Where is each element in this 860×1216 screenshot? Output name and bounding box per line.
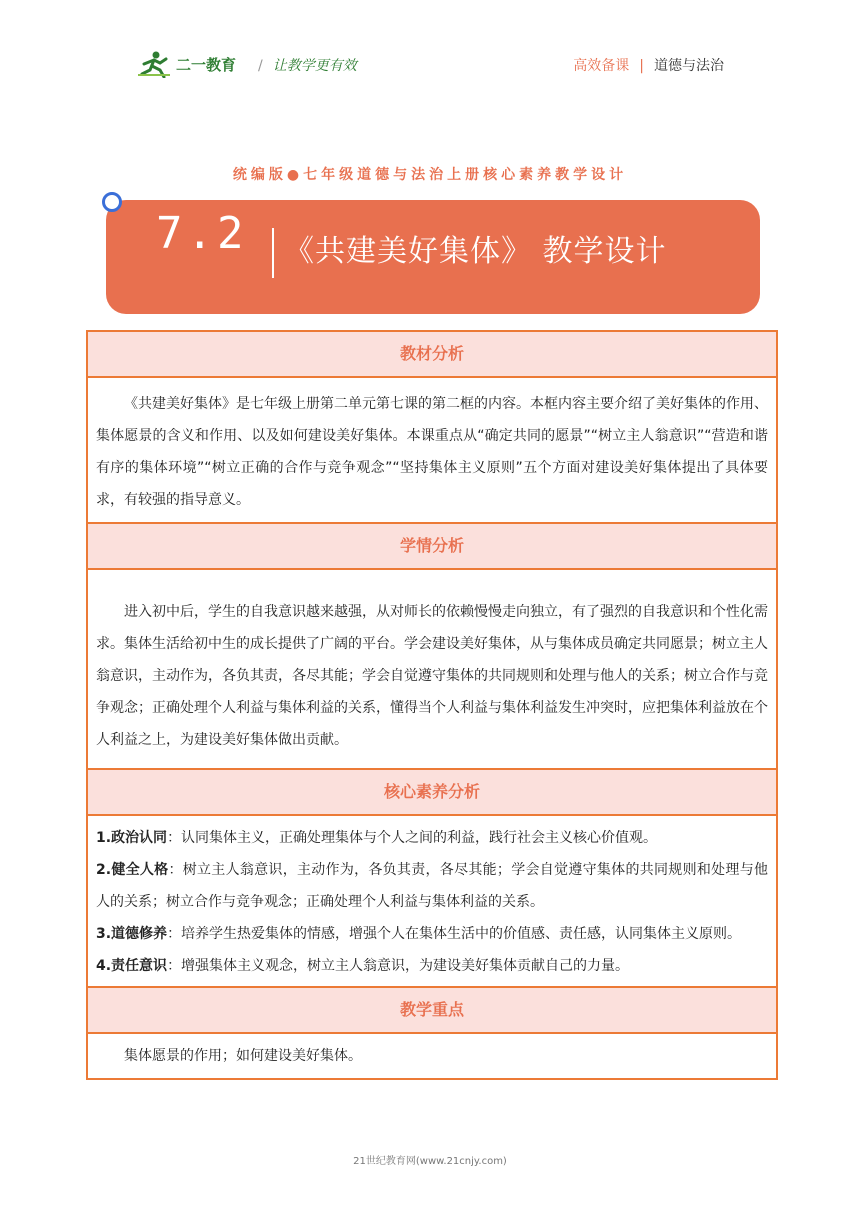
series-line: 统编版●七年级道德与法治上册核心素养教学设计 — [232, 167, 628, 183]
core-item-label: 4.责任意识 — [96, 958, 168, 974]
core-item-label: 2.健全人格 — [96, 862, 169, 878]
runner-logo-icon — [136, 50, 172, 78]
header-right — [573, 55, 724, 75]
section-heading-textbook: 教材分析 — [88, 332, 776, 378]
lesson-title: 《共建美好集体》 教学设计 — [284, 234, 667, 269]
core-item-label: 3.道德修养 — [96, 926, 168, 942]
section-body-key — [88, 1034, 776, 1078]
core-item-text: ：树立主人翁意识，主动作为，各负其责，各尽其能；学会自觉遵守集体的共同规则和处理与他人的关系；树立合作与竞争观念；正确处理个人利益与集体利益的关系。 — [96, 862, 768, 910]
section-heading-core: 核心素养分析 — [88, 770, 776, 816]
header-subject: 道德与法治 — [654, 58, 724, 74]
logo-text: 二一教育 — [176, 55, 237, 74]
section-heading-key: 教学重点 — [88, 988, 776, 1034]
section-body-textbook — [88, 378, 776, 524]
section-heading-students: 学情分析 — [88, 524, 776, 570]
section-body-core — [88, 816, 776, 988]
key-paragraph: 集体愿景的作用；如何建设美好集体。 — [124, 1048, 362, 1064]
page-footer: 21世纪教育网(www.21cnjy.com) — [353, 1156, 507, 1167]
banner-divider — [272, 228, 274, 278]
textbook-paragraph: 《共建美好集体》是七年级上册第二单元第七课的第二框的内容。本框内容主要介绍了美好集体的作用、集体愿景的含义和作用、以及如何建设美好集体。本课重点从“确定共同的愿景”“树立主人翁意识”“营造和谐有序的集体环境”“树立正确的合作与竞争观念”“坚持集体主义原则”五个方面对建设美好集体提出了具体要求，有较强的指导意义。 — [96, 396, 768, 508]
core-item — [88, 950, 776, 982]
slogan: / 让教学更有效 — [258, 58, 357, 74]
core-item-text: ：认同集体主义，正确处理集体与个人之间的利益，践行社会主义核心价值观。 — [167, 830, 658, 846]
design-table — [86, 330, 778, 1080]
core-item — [88, 822, 776, 854]
page-header — [0, 0, 860, 100]
core-item-label: 1.政治认同 — [96, 830, 168, 846]
section-body-students — [88, 570, 776, 770]
lesson-number: 7.2 — [156, 208, 248, 259]
header-separator: | — [639, 58, 644, 74]
core-item-text: ：培养学生热爱集体的情感，增强个人在集体生活中的价值感、责任感，认同集体主义原则。 — [167, 926, 742, 942]
core-item-text: ：增强集体主义观念，树立主人翁意识，为建设美好集体贡献自己的力量。 — [167, 958, 630, 974]
banner-dot — [102, 192, 122, 212]
logo — [136, 50, 236, 78]
students-paragraph: 进入初中后，学生的自我意识越来越强，从对师长的依赖慢慢走向独立，有了强烈的自我意识和个性化需求。集体生活给初中生的成长提供了广阔的平台。学会建设美好集体，从与集体成员确定共同愿景；树立主人翁意识，主动作为，各负其责，各尽其能；学会自觉遵守集体的共同规则和处理与他人的关系；树立合作与竞争观念；正确处理个人利益与集体利益的关系，懂得当个人利益与集体利益发生冲突时，应把集体利益放在个人利益之上，为建设美好集体做出贡献。 — [96, 604, 768, 748]
slogan-text: 让教学更有效 — [272, 58, 357, 74]
core-item — [88, 918, 776, 950]
core-item — [88, 854, 776, 918]
header-tag-prep: 高效备课 — [573, 58, 630, 74]
